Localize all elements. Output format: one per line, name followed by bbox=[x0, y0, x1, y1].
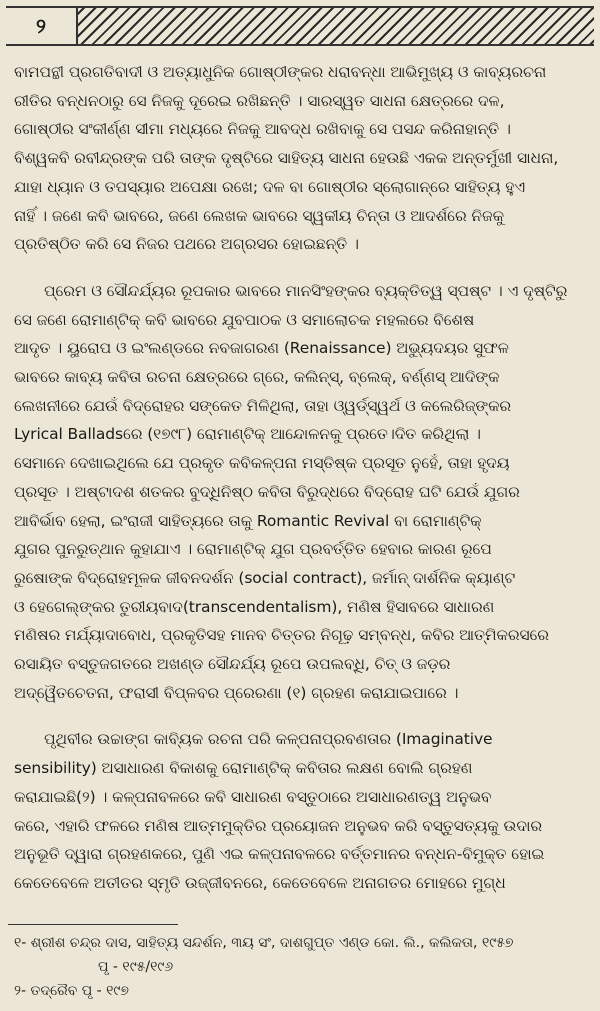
text-line: ବିଶ୍ୱକବି ରବୀନ୍ଦ୍ରଙ୍କ ପରି ତାଙ୍କ ଦୃଷ୍ଟିରେ ସାହିତ୍ୟ ସାଧନା ହେଉଛି ଏକକ ଅନ୍ତର୍ମୁଖୀ ସାଧନା, bbox=[14, 149, 559, 168]
text-line: ବାମପନ୍ଥୀ ପ୍ରଗତିବାଦୀ ଓ ଅତ୍ୟାଧୁନିକ ଗୋଷ୍ଠୀଙ୍କର ଧରାବନ୍ଧା ଆଭିମୁଖ୍ୟ ଓ କାବ୍ୟରଚନା bbox=[14, 63, 547, 81]
text-line: ରୁଷୋଙ୍କ ବିଦ୍ରୋହମୂଳକ ଜୀବନଦର୍ଶନ (social contract), ଜର୍ମାନ୍ ଦାର୍ଶନିକ କ୍ୟାଣ୍ଟ bbox=[14, 568, 516, 587]
paragraph-3 bbox=[14, 725, 586, 897]
text-line: ନାହିଁ । ଜଣେ କବି ଭାବରେ, ଜଣେ ଲେଖକ ଭାବରେ ସ୍ୱକୀୟ ଚିନ୍ତା ଓ ଆଦର୍ଶରେ ନିଜକୁ bbox=[14, 206, 504, 225]
text-line: ରୀତିର ବନ୍ଧନଠାରୁ ସେ ନିଜକୁ ଦୂରେଇ ରଖିଛନ୍ତି । ସାରସ୍ୱତ ସାଧନା କ୍ଷେତ୍ରରେ ଦଳ, bbox=[14, 91, 505, 110]
footnote-1: ୧- ଶ୍ରୀଶ ଚନ୍ଦ୍ର ଦାସ, ସାହିତ୍ୟ ସନ୍ଦର୍ଶନ, ୩ୟ ସଂ, ଦାଶଗୁପ୍ତ ଏଣ୍ଡ କୋ. ଲି., କଲିକତା, ୧୯୫୭ bbox=[14, 935, 514, 951]
page-body bbox=[14, 58, 586, 898]
text-line: ଲେଖନୀରେ ଯେଉଁ ବିଦ୍ରୋହର ସଙ୍କେତ ମିଳିଥିଲା, ତାହା ଓ୍ୱର୍ଡ୍‌ସ୍‌ୱର୍ଥ ଓ କଲେରିଜ୍‌ଙ୍କର bbox=[14, 396, 512, 415]
footnote-1-pages: ପୃ - ୧୯୫/୧୯୬ bbox=[98, 959, 174, 975]
text-line: ଅନୁଭୂତି ଦ୍ୱାରା ଗ୍ରହଣକରେ, ପୁଣି ଏଇ କଳ୍ପନାବଳରେ ବର୍ତ୍ତମାନର ବନ୍ଧନ-ବିମୁକ୍ତ ହୋଇ bbox=[14, 845, 545, 864]
footnotes bbox=[14, 931, 586, 1003]
text-line: କେତେବେଳେ ଅତୀତର ସ୍ମୃତି ଉଜ୍ଜୀବନରେ, କେତେବେଳେ ଅନାଗତର ମୋହରେ ମୁଗ୍ଧ bbox=[14, 873, 506, 892]
footnote-2: ୨- ତଦ୍ରୈବ ପୃ - ୧୯୭ bbox=[14, 983, 129, 999]
paragraph-1 bbox=[14, 58, 586, 259]
text-line: ସେ ଜଣେ ରୋମାଣ୍ଟିକ୍ କବି ଭାବରେ ଯୁବପାଠକ ଓ ସମାଲୋଚକ ମହଲରେ ବିଶେଷ bbox=[14, 310, 475, 329]
text-line: କରେ, ଏହାରି ଫଳରେ ମଣିଷ ଆତ୍ମମୁକ୍ତିର ପ୍ରୟୋଜନ ଅନୁଭବ କରି ବସ୍ତୁସତ୍ୟକୁ ଉଦାର bbox=[14, 816, 543, 835]
text-line: ଯୁଗର ପୁନରୁତ୍‌ଥାନ କୁହାଯାଏ । ରୋମାଣ୍ଟିକ୍ ଯୁଗ ପ୍ରବର୍ତ୍ତିତ ହେବାର କାରଣ ରୂପେ bbox=[14, 540, 492, 559]
text-line: ଓ ହେଗେଲ୍‌ଙ୍କର ତୁରୀୟବାଦ(transcendentalism), ମଣିଷ ହିସାବରେ ସାଧାରଣ bbox=[14, 597, 495, 616]
text-line: sensibility) ଅସାଧାରଣ ବିକାଶକୁ ରୋମାଣ୍ଟିକ୍ କବିତାର ଲକ୍ଷଣ ବୋଲି ଗ୍ରହଣ bbox=[14, 759, 473, 778]
text-line: ଆବିର୍ଭାବ ହେଲା, ଇଂରାଜୀ ସାହିତ୍ୟରେ ତାକୁ Romantic Revival ବା ରୋମାଣ୍ଟିକ୍ bbox=[14, 511, 482, 530]
text-line: କରାଯାଇଛି(୨) । କଳ୍ପନାବଳରେ କବି ସାଧାରଣ ବସ୍ତୁଠାରେ ଅସାଧାରଣତ୍ୱ ଅନୁଭବ bbox=[14, 787, 492, 806]
text-line: ରସାୟିତ ବସ୍ତୁଜଗତରେ ଅଖଣ୍ଡ ସୌନ୍ଦର୍ଯ୍ୟ ରୂପେ ଉପଲବ୍ଧି, ଚିତ୍ ଓ ଜଡ଼ର bbox=[14, 655, 451, 674]
text-line: ଅଦ୍ୱୈତଚେତନା, ଫରାସୀ ବିପ୍ଳବର ପ୍ରେରଣା (୧) ଗ୍ରହଣ କରାଯାଇପାରେ । bbox=[14, 683, 459, 702]
text-line: ପୃଥିବୀର ଉଚ୍ଚାଙ୍ଗ କାବ୍ୟିକ ରଚନା ପରି କଳ୍ପନାପ୍ରବଣତାର (Imaginative bbox=[44, 730, 493, 749]
text-line: ଆଦୃତ । ୟୁରୋପ ଓ ଇଂଲଣ୍ଡରେ ନବଜାଗରଣ (Renaissance) ଅଭ୍ୟୁଦୟର ସୁଫଳ bbox=[14, 339, 509, 358]
text-line: ସେମାନେ ଦେଖାଇଥିଲେ ଯେ ପ୍ରକୃତ କବିକଳ୍ପନା ମସ୍ତିଷ୍କ ପ୍ରସୂତ ନୁହେଁ, ତାହା ହୃଦୟ bbox=[14, 454, 510, 473]
text-line: ପ୍ରତିଷ୍ଠିତ କରି ସେ ନିଜର ପଥରେ ଅଗ୍ରସର ହୋଇଛନ୍ତି । bbox=[14, 235, 359, 254]
text-line: Lyrical Balladsରେ (୧୭୯୮) ରୋମାଣ୍ଟିକ୍ ଆନ୍ଦୋଳନକୁ ପ୍ରତେ।ଦିତ କରିଥିଲା । bbox=[14, 425, 481, 444]
text-line: ପ୍ରେମ ଓ ସୌନ୍ଦର୍ଯ୍ୟର ରୂପକାର ଭାବରେ ମାନସିଂହଙ୍କର ବ୍ୟକ୍ତିତ୍ୱ ସ୍ପଷ୍ଟ । ଏ ଦୃଷ୍ଟିରୁ bbox=[44, 281, 568, 300]
page-header-band bbox=[6, 6, 594, 46]
page-number: ୨ bbox=[6, 8, 78, 44]
text-line: ଗୋଷ୍ଠୀର ସଂକୀର୍ଣ୍ଣ ସୀମା ମଧ୍ୟରେ ନିଜକୁ ଆବଦ୍ଧ ରଖିବାକୁ ସେ ପସନ୍ଦ କରିନାହାନ୍ତି । bbox=[14, 120, 511, 139]
text-line: ଯାହା ଧ୍ୟାନ ଓ ତପସ୍ୟାର ଅପେକ୍ଷା ରଖେ; ଦଳ ବା ଗୋଷ୍ଠୀର ସ୍ଲୋଗାନ୍‌ରେ ସାହିତ୍ୟ ହୁଏ bbox=[14, 177, 525, 196]
paragraph-2 bbox=[14, 277, 586, 708]
text-line: ପ୍ରସୂତ । ଅଷ୍ଟାଦଶ ଶତକର ବୁଦ୍ଧିନିଷ୍ଠ କବିତା ବିରୁଦ୍ଧରେ ବିଦ୍ରୋହ ଘଟି ଯେଉଁ ଯୁଗର bbox=[14, 482, 520, 501]
footnote-divider bbox=[8, 924, 178, 925]
text-line: ଭାବରେ କାବ୍ୟ କବିତା ରଚନା କ୍ଷେତ୍ରରେ ଗ୍ରେ, କଲିନ୍‌ସ୍, ବ୍ଲେକ୍, ବର୍ଣ୍ଣସ୍ ଆଦିଙ୍କ bbox=[14, 368, 500, 387]
text-line: ମଣିଷର ମର୍ଯ୍ୟାଦାବୋଧ, ପ୍ରକୃତିସହ ମାନବ ଚିତ୍ତର ନିଗୂଢ଼ ସମ୍ବନ୍ଧ, କବିର ଆତ୍ମିକରସରେ bbox=[14, 626, 549, 645]
